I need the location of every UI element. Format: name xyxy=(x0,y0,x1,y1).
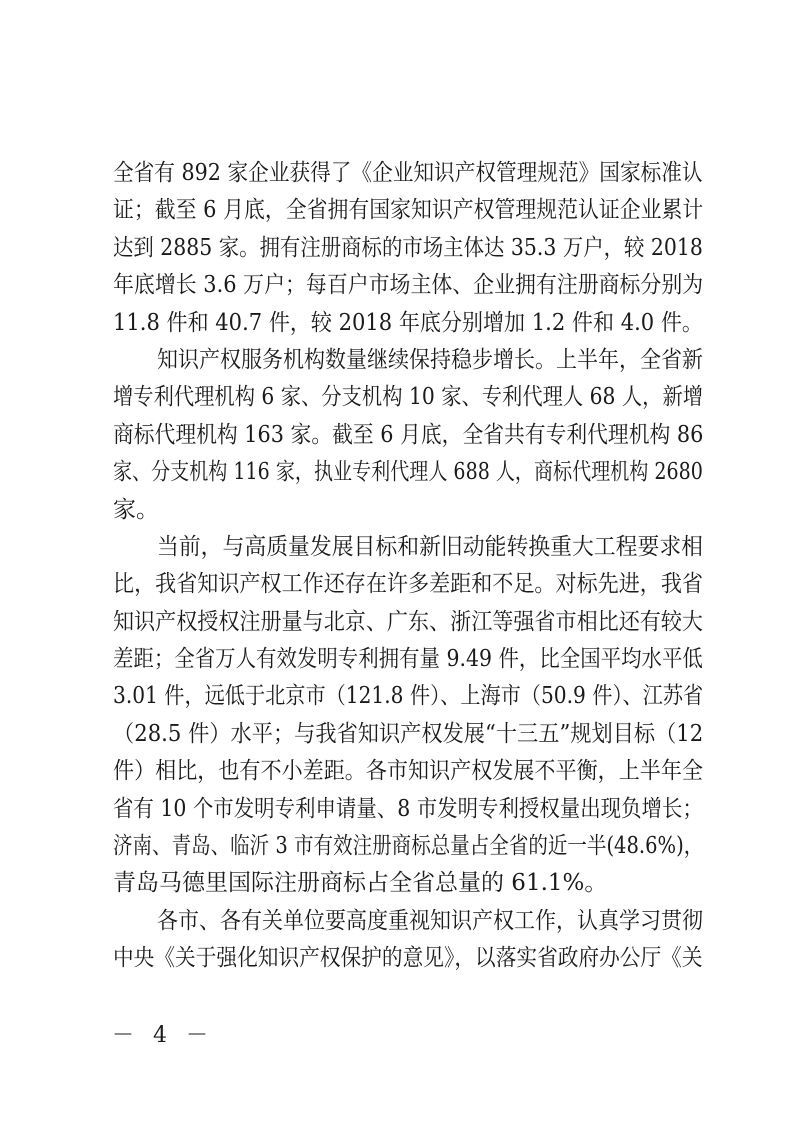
text-line: 济南、青岛、临沂 3 市有效注册商标总量占全省的近一半(48.6%)， xyxy=(113,833,704,860)
text-line: 家。 xyxy=(113,496,159,523)
text-line: 3.01 件，远低于北京市（121.8 件）、上海市（50.9 件）、江苏省 xyxy=(113,683,704,710)
text-line: 证；截至 6 月底，全省拥有国家知识产权管理规范认证企业累计 xyxy=(113,197,704,224)
text-line: 各市、各有关单位要高度重视知识产权工作，认真学习贯彻 xyxy=(157,907,703,934)
text-line: 全省有 892 家企业获得了《企业知识产权管理规范》国家标准认 xyxy=(113,160,703,186)
text-line: 达到 2885 家。拥有注册商标的市场主体达 35.3 万户，较 2018 xyxy=(113,234,703,261)
page-number: － 4 － xyxy=(112,1023,214,1048)
text-line: 件）相比，也有不小差距。各市知识产权发展不平衡，上半年全 xyxy=(113,758,703,785)
text-line: 差距；全省万人有效发明专利拥有量 9.49 件，比全国平均水平低 xyxy=(113,646,703,673)
text-line: 家、分支机构 116 家，执业专利代理人 688 人，商标代理机构 2680 xyxy=(113,459,703,486)
text-line: 青岛马德里国际注册商标占全省总量的 61.1%。 xyxy=(113,870,608,897)
text-line: 知识产权服务机构数量继续保持稳步增长。上半年，全省新 xyxy=(157,346,703,373)
body-text xyxy=(113,155,703,978)
text-line: 当前，与高质量发展目标和新旧动能转换重大工程要求相 xyxy=(157,533,703,560)
text-line: 知识产权授权注册量与北京、广东、浙江等强省市相比还有较大 xyxy=(113,608,703,635)
text-line: 省有 10 个市发明专利申请量、8 市发明专利授权量出现负增长； xyxy=(113,795,703,822)
text-line: 中央《关于强化知识产权保护的意见》，以落实省政府办公厅《关 xyxy=(113,945,703,972)
text-line: 商标代理机构 163 家。截至 6 月底，全省共有专利代理机构 86 xyxy=(113,421,704,448)
text-line: 年底增长 3.6 万户；每百户市场主体、企业拥有注册商标分别为 xyxy=(113,272,704,299)
text-line: （28.5 件）水平；与我省知识产权发展“十三五”规划目标（12 xyxy=(113,720,704,747)
text-line: 比，我省知识产权工作还存在许多差距和不足。对标先进，我省 xyxy=(113,571,703,598)
text-line: 11.8 件和 40.7 件，较 2018 年底分别增加 1.2 件和 4.0 件。 xyxy=(113,309,703,336)
text-line: 增专利代理机构 6 家、分支机构 10 家、专利代理人 68 人，新增 xyxy=(113,384,704,411)
